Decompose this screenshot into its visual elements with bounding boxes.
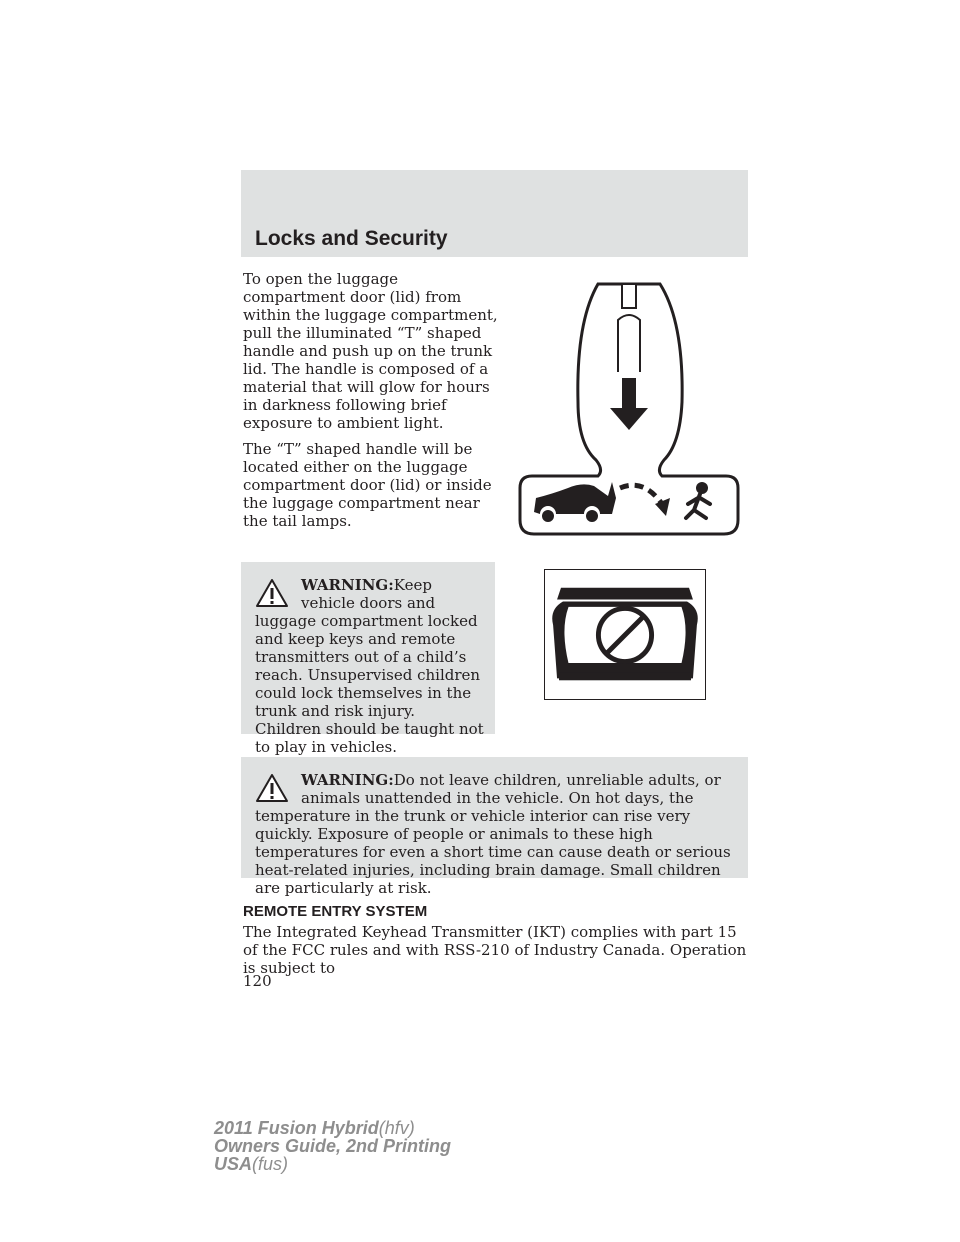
warning-text	[255, 771, 738, 897]
section-title: Locks and Security	[255, 227, 448, 250]
page-number: 120	[243, 972, 272, 990]
warning-body: Keep vehicle doors and luggage compartment locked and keep keys and remote transmitters out of a child’s reach. Unsupervised children could lock themselves in the trunk and risk injury. Children should be taught not to play in vehicles.	[255, 576, 484, 756]
intro-text	[243, 270, 503, 538]
warning-label: WARNING:	[301, 771, 394, 789]
footer-line-1: 2011 Fusion Hybrid(hfv)	[214, 1118, 415, 1138]
warning-box-trunk-lock	[241, 562, 495, 756]
remote-entry-text: The Integrated Keyhead Transmitter (IKT) complies with part 15 of the FCC rules and with RSS-210 of Industry Canada. Operation is subject to	[243, 923, 747, 977]
footer-line-2: Owners Guide, 2nd Printing	[214, 1136, 452, 1156]
warning-triangle-icon	[255, 773, 289, 803]
footer-line-3: USA(fus)	[214, 1154, 289, 1174]
warning-triangle-icon	[255, 578, 289, 608]
trunk-release-handle-illustration	[512, 282, 748, 540]
warning-label: WARNING:	[301, 576, 394, 594]
intro-paragraph-1: To open the luggage compartment door (lid) from within the luggage compartment, pull the illuminated “T” shaped handle and push up on the trunk lid. The handle is composed of a material that will glow for hours in darkness following brief exposure to ambient light.	[243, 270, 498, 432]
intro-paragraph-2: The “T” shaped handle will be located either on the luggage compartment door (lid) or inside the luggage compartment near the tail lamps.	[243, 440, 492, 530]
warning-body: Do not leave children, unreliable adults, or animals unattended in the vehicle. On hot days, the temperature in the trunk or vehicle interior can rise very quickly. Exposure of people or animals to these high temperatures for even a short time can cause death or serious heat-related injuries, including brain damage. Small children are particularly at risk.	[255, 771, 731, 897]
section-header-band	[241, 170, 748, 257]
footer	[214, 1119, 451, 1173]
remote-entry-heading: REMOTE ENTRY SYSTEM	[243, 903, 428, 920]
no-children-in-trunk-illustration	[544, 569, 706, 700]
warning-text	[255, 576, 485, 756]
warning-box-heat	[241, 757, 748, 897]
